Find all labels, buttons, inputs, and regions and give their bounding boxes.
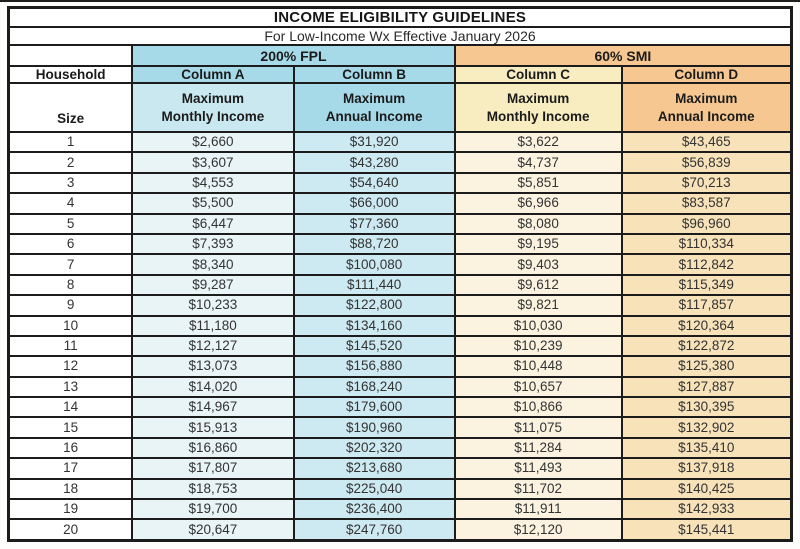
household-size-cell: 11 (9, 336, 133, 356)
col-b-annual-cell: $88,720 (294, 234, 455, 254)
col-d-annual-cell: $43,465 (622, 132, 792, 152)
col-a-monthly-cell: $18,753 (132, 479, 293, 499)
col-d-annual-cell: $96,960 (622, 214, 792, 234)
col-b-annual-cell: $190,960 (294, 417, 455, 437)
col-c-monthly-cell: $8,080 (455, 214, 622, 234)
col-a-monthly-cell: $13,073 (132, 356, 293, 376)
col-c-monthly-cell: $11,911 (455, 499, 622, 519)
col-b-annual-cell: $111,440 (294, 275, 455, 295)
col-d-annual-cell: $122,872 (622, 336, 792, 356)
household-size-cell: 2 (9, 152, 133, 172)
household-size-cell: 12 (9, 356, 133, 376)
col-a-monthly-cell: $2,660 (132, 132, 293, 152)
table-row (9, 397, 792, 417)
col-a-monthly-cell: $20,647 (132, 519, 293, 540)
household-size-cell: 5 (9, 214, 133, 234)
col-d-annual-cell: $120,364 (622, 316, 792, 336)
household-size-cell: 14 (9, 397, 133, 417)
col-a-monthly-cell: $17,807 (132, 458, 293, 478)
household-size-cell: 9 (9, 295, 133, 315)
col-d-annual-cell: $142,933 (622, 499, 792, 519)
table-row (9, 519, 792, 540)
col-d-annual-cell: $135,410 (622, 438, 792, 458)
table-row (9, 316, 792, 336)
subtitle-row (9, 27, 792, 45)
household-size-cell: 3 (9, 173, 133, 193)
col-d-annual-cell: $56,839 (622, 152, 792, 172)
household-size-cell: 8 (9, 275, 133, 295)
income-eligibility-table (7, 6, 793, 542)
table-row (9, 275, 792, 295)
col-b-annual-cell: $134,160 (294, 316, 455, 336)
col-d-annual-cell: $132,902 (622, 417, 792, 437)
column-d-subheader (622, 83, 792, 132)
household-size-cell: 7 (9, 254, 133, 274)
table-row (9, 173, 792, 193)
table-row (9, 295, 792, 315)
col-a-monthly-cell: $10,233 (132, 295, 293, 315)
column-c-subheader-line1: Maximum (507, 90, 570, 106)
col-c-monthly-cell: $9,612 (455, 275, 622, 295)
col-d-annual-cell: $137,918 (622, 458, 792, 478)
col-b-annual-cell: $77,360 (294, 214, 455, 234)
household-size-cell: 16 (9, 438, 133, 458)
col-b-annual-cell: $202,320 (294, 438, 455, 458)
col-c-monthly-cell: $11,702 (455, 479, 622, 499)
col-d-annual-cell: $70,213 (622, 173, 792, 193)
col-b-annual-cell: $31,920 (294, 132, 455, 152)
table-row (9, 479, 792, 499)
column-a-subheader-line1: Maximum (181, 90, 244, 106)
household-size-cell: 4 (9, 193, 133, 213)
size-header: Size (9, 83, 133, 132)
column-a-subheader (132, 83, 293, 132)
table-row (9, 377, 792, 397)
col-b-annual-cell: $179,600 (294, 397, 455, 417)
col-d-annual-cell: $125,380 (622, 356, 792, 376)
col-a-monthly-cell: $5,500 (132, 193, 293, 213)
col-b-annual-cell: $236,400 (294, 499, 455, 519)
column-b-subheader (294, 83, 455, 132)
col-a-monthly-cell: $9,287 (132, 275, 293, 295)
col-d-annual-cell: $83,587 (622, 193, 792, 213)
col-d-annual-cell: $117,857 (622, 295, 792, 315)
col-d-annual-cell: $140,425 (622, 479, 792, 499)
col-b-annual-cell: $122,800 (294, 295, 455, 315)
col-b-annual-cell: $213,680 (294, 458, 455, 478)
column-a-subheader-line2: Monthly Income (161, 108, 265, 124)
col-c-monthly-cell: $9,195 (455, 234, 622, 254)
col-a-monthly-cell: $14,020 (132, 377, 293, 397)
column-c-subheader-line2: Monthly Income (486, 108, 590, 124)
household-size-cell: 6 (9, 234, 133, 254)
table-row (9, 234, 792, 254)
col-c-monthly-cell: $9,821 (455, 295, 622, 315)
column-letter-row (9, 66, 792, 83)
group-header-row (9, 45, 792, 66)
household-size-cell: 1 (9, 132, 133, 152)
col-b-annual-cell: $43,280 (294, 152, 455, 172)
household-size-cell: 19 (9, 499, 133, 519)
col-a-monthly-cell: $8,340 (132, 254, 293, 274)
col-d-annual-cell: $130,395 (622, 397, 792, 417)
table-row (9, 458, 792, 478)
col-b-annual-cell: $145,520 (294, 336, 455, 356)
col-b-annual-cell: $247,760 (294, 519, 455, 540)
column-b-subheader-line1: Maximum (343, 90, 406, 106)
col-c-monthly-cell: $5,851 (455, 173, 622, 193)
column-d-subheader-line1: Maximum (675, 90, 738, 106)
col-a-monthly-cell: $3,607 (132, 152, 293, 172)
col-c-monthly-cell: $12,120 (455, 519, 622, 540)
col-d-annual-cell: $115,349 (622, 275, 792, 295)
col-a-monthly-cell: $4,553 (132, 173, 293, 193)
col-c-monthly-cell: $9,403 (455, 254, 622, 274)
column-c-header: Column C (455, 66, 622, 83)
col-c-monthly-cell: $4,737 (455, 152, 622, 172)
group-header-smi: 60% SMI (455, 45, 792, 66)
household-size-cell: 17 (9, 458, 133, 478)
col-d-annual-cell: $145,441 (622, 519, 792, 540)
column-b-subheader-line2: Annual Income (325, 108, 423, 124)
col-c-monthly-cell: $10,030 (455, 316, 622, 336)
group-header-spacer (9, 45, 133, 66)
household-size-cell: 15 (9, 417, 133, 437)
column-b-header: Column B (294, 66, 455, 83)
col-a-monthly-cell: $7,393 (132, 234, 293, 254)
table-row (9, 132, 792, 152)
col-b-annual-cell: $54,640 (294, 173, 455, 193)
col-c-monthly-cell: $11,075 (455, 417, 622, 437)
column-a-header: Column A (132, 66, 293, 83)
table-row (9, 438, 792, 458)
column-c-subheader (455, 83, 622, 132)
column-subheader-row (9, 83, 792, 132)
household-size-cell: 18 (9, 479, 133, 499)
col-c-monthly-cell: $11,493 (455, 458, 622, 478)
table-row (9, 152, 792, 172)
col-c-monthly-cell: $10,657 (455, 377, 622, 397)
col-c-monthly-cell: $10,866 (455, 397, 622, 417)
col-b-annual-cell: $66,000 (294, 193, 455, 213)
household-size-cell: 10 (9, 316, 133, 336)
household-size-cell: 20 (9, 519, 133, 540)
table-row (9, 214, 792, 234)
income-guidelines-sheet (7, 6, 793, 542)
col-d-annual-cell: $110,334 (622, 234, 792, 254)
col-a-monthly-cell: $11,180 (132, 316, 293, 336)
title-row (9, 8, 792, 28)
col-a-monthly-cell: $19,700 (132, 499, 293, 519)
col-b-annual-cell: $156,880 (294, 356, 455, 376)
household-size-cell: 13 (9, 377, 133, 397)
table-row (9, 356, 792, 376)
col-a-monthly-cell: $14,967 (132, 397, 293, 417)
col-c-monthly-cell: $10,239 (455, 336, 622, 356)
col-a-monthly-cell: $15,913 (132, 417, 293, 437)
col-c-monthly-cell: $3,622 (455, 132, 622, 152)
col-d-annual-cell: $127,887 (622, 377, 792, 397)
col-b-annual-cell: $100,080 (294, 254, 455, 274)
household-header: Household (9, 66, 133, 83)
column-d-header: Column D (622, 66, 792, 83)
col-a-monthly-cell: $12,127 (132, 336, 293, 356)
group-header-fpl: 200% FPL (132, 45, 455, 66)
col-a-monthly-cell: $6,447 (132, 214, 293, 234)
column-d-subheader-line2: Annual Income (657, 108, 755, 124)
col-c-monthly-cell: $11,284 (455, 438, 622, 458)
col-b-annual-cell: $168,240 (294, 377, 455, 397)
table-row (9, 193, 792, 213)
table-row (9, 336, 792, 356)
col-c-monthly-cell: $6,966 (455, 193, 622, 213)
col-a-monthly-cell: $16,860 (132, 438, 293, 458)
page-title: INCOME ELIGIBILITY GUIDELINES (9, 8, 792, 28)
table-row (9, 417, 792, 437)
col-b-annual-cell: $225,040 (294, 479, 455, 499)
page-subtitle: For Low-Income Wx Effective January 2026 (9, 27, 792, 45)
col-d-annual-cell: $112,842 (622, 254, 792, 274)
table-row (9, 499, 792, 519)
table-row (9, 254, 792, 274)
col-c-monthly-cell: $10,448 (455, 356, 622, 376)
scan-edge-artifact (0, 0, 800, 2)
